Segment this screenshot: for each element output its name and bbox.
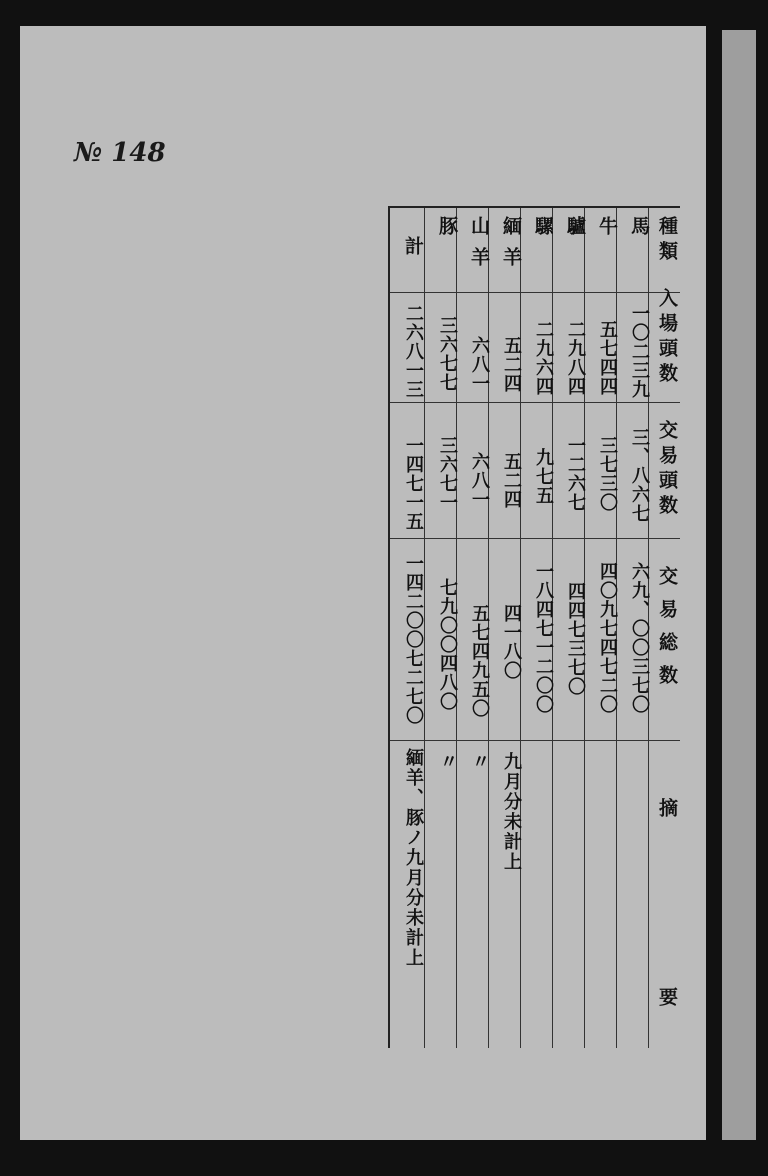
- header-remarks: 摘要: [656, 798, 678, 1176]
- value-cell: 四一八〇: [501, 604, 522, 680]
- value-cell: 四〇九七四七二〇: [597, 562, 618, 714]
- traded-cell: 三七三〇: [597, 436, 618, 512]
- traded-cell: 三、八六七: [629, 428, 650, 523]
- kind-cell: 緬羊: [500, 216, 522, 278]
- traded-cell: 一二六七: [565, 436, 586, 512]
- entries-cell: 二九八四: [565, 320, 586, 396]
- entries-cell: 五七四四: [597, 320, 618, 396]
- kind-cell: 騾: [532, 216, 554, 241]
- total-traded-cell: 一四七一五: [403, 436, 424, 531]
- total-remark-cell: 緬羊、豚ノ九月分未計上: [403, 748, 424, 968]
- value-cell: 五七四九五〇: [469, 604, 490, 718]
- total-value-cell: 一四二〇〇七二七〇: [403, 554, 424, 725]
- header-entries: 入場頭数: [656, 288, 678, 388]
- traded-cell: 九七五: [533, 448, 554, 505]
- value-cell: 四四七三七〇: [565, 582, 586, 696]
- kind-cell: 山羊: [468, 216, 490, 278]
- remark-cell: 〃: [437, 752, 458, 772]
- remark-cell: 〃: [469, 752, 490, 772]
- entries-cell: 六八一: [469, 336, 490, 393]
- header-kind: 種類: [656, 216, 678, 266]
- entries-cell: 三六七七: [437, 316, 458, 392]
- kind-cell: 驢: [564, 216, 586, 241]
- header-total-value: 交易総数: [656, 566, 678, 698]
- adjacent-page-edge: [722, 30, 756, 1140]
- row-rule-2: [390, 538, 680, 539]
- remark-cell: 九月分未計上: [501, 752, 522, 872]
- entries-cell: 二九六四: [533, 320, 554, 396]
- kind-cell: 豚: [436, 216, 458, 241]
- livestock-table: [388, 206, 680, 1176]
- value-cell: 六九、〇〇三七〇: [629, 562, 650, 714]
- traded-cell: 六八一: [469, 452, 490, 509]
- total-kind-cell: 計: [402, 236, 424, 261]
- entries-cell: 五二四: [501, 336, 522, 393]
- header-rule: [390, 292, 680, 293]
- total-entries-cell: 二六八一三: [403, 304, 424, 399]
- kind-cell: 牛: [596, 216, 618, 241]
- row-rule-3: [390, 740, 680, 741]
- value-cell: 一八四七一二〇〇: [533, 562, 554, 714]
- traded-cell: 五二四: [501, 452, 522, 509]
- header-traded: 交易頭数: [656, 420, 678, 520]
- page-number: № 148: [74, 138, 166, 168]
- entries-cell: 一〇二三九: [629, 304, 650, 399]
- traded-cell: 三六七一: [437, 436, 458, 512]
- row-rule-1: [390, 402, 680, 403]
- value-cell: 七九〇〇四八〇: [437, 578, 458, 711]
- kind-cell: 馬: [628, 216, 650, 241]
